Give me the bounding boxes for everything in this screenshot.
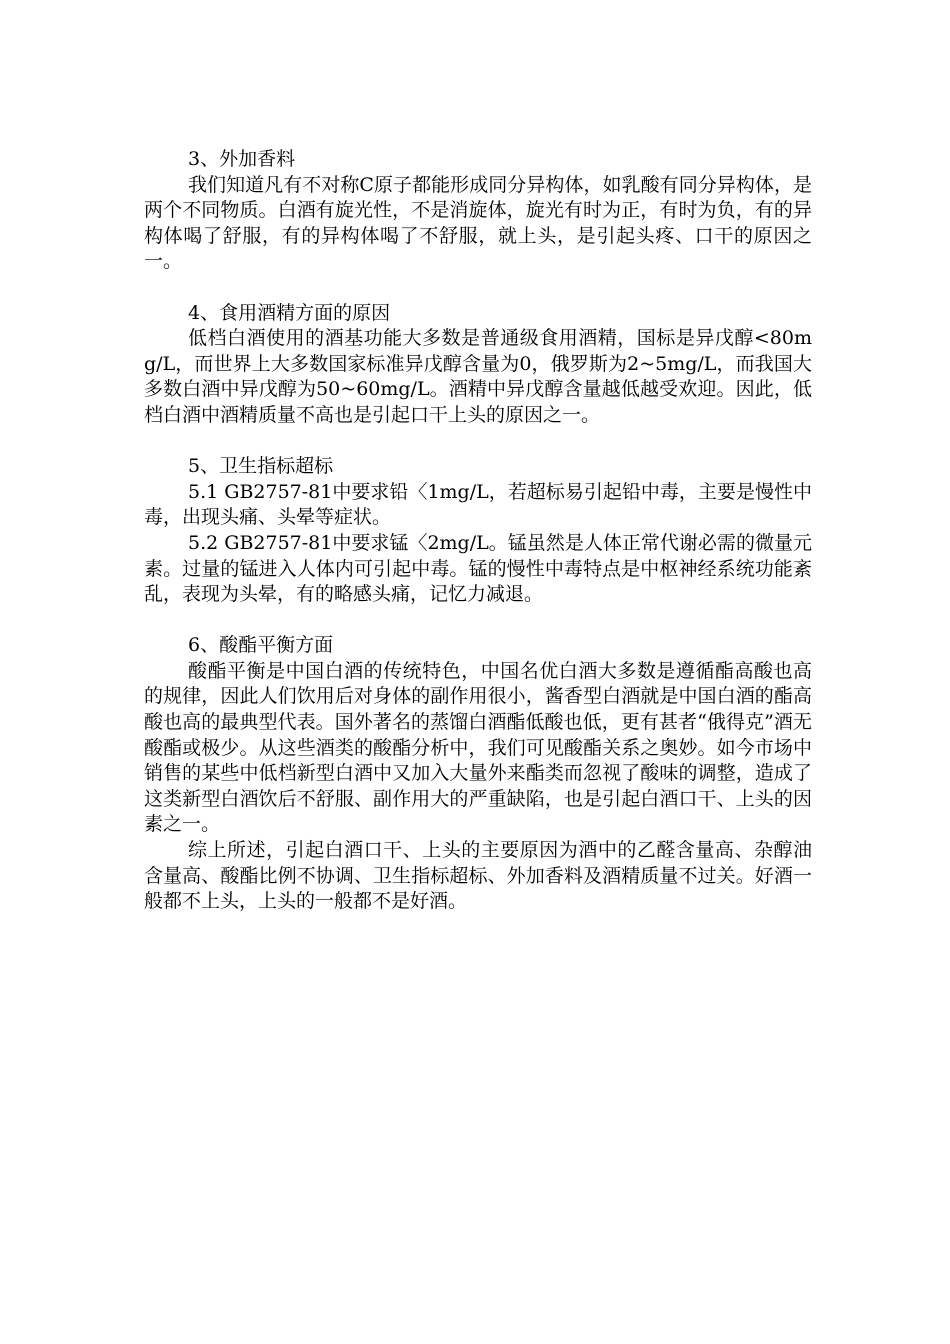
paragraph: 低档白酒使用的酒基功能大多数是普通级食用酒精，国标是异戊醇<80mg/L，而世界上大多数国家标准异戊醇含量为0，俄罗斯为2~5mg/L，而我国大多数白酒中异戊醇为50~60mg/L。酒精中异戊醇含量越低越受欢迎。因此，低档白酒中酒精质量不高也是引起口干上头的原因之一。 (144, 327, 812, 426)
section-3-added-flavoring (144, 147, 812, 275)
paragraph: 我们知道凡有不对称C原子都能形成同分异构体，如乳酸有同分异构体，是两个不同物质。白酒有旋光性，不是消旋体，旋光有时为正，有时为负，有的异构体喝了舒服，有的异构体喝了不舒服，就上头，是引起头疼、口干的原因之一。 (144, 173, 812, 273)
section-5-hygiene-indicators (144, 454, 812, 608)
section-heading: 6、酸酯平衡方面 (188, 634, 334, 657)
section-heading: 5、卫生指标超标 (188, 455, 334, 478)
document-body (144, 147, 812, 915)
paragraph: 5.2 GB2757-81中要求锰〈2mg/L。锰虽然是人体正常代谢必需的微量元素。过量的锰进入人体内可引起中毒。锰的慢性中毒特点是中枢神经系统功能紊乱，表现为头晕，有的略感头痛，记忆力减退。 (144, 531, 812, 606)
section-6-acid-ester-balance (144, 633, 812, 915)
paragraph: 酸酯平衡是中国白酒的传统特色，中国名优白酒大多数是遵循酯高酸也高的规律，因此人们饮用后对身体的副作用很小，酱香型白酒就是中国白酒的酯高酸也高的最典型代表。国外著名的蒸馏白酒酯低酸也低，更有甚者“俄得克”酒无酸酯或极少。从这些酒类的酸酯分析中，我们可见酸酯关系之奥妙。如今市场中销售的某些中低档新型白酒中又加入大量外来酯类而忽视了酸味的调整，造成了这类新型白酒饮后不舒服、副作用大的严重缺陷，也是引起白酒口干、上头的因素之一。 (144, 659, 812, 836)
section-4-edible-alcohol (144, 301, 812, 429)
section-heading: 3、外加香料 (188, 148, 296, 170)
summary-paragraph: 综上所述，引起白酒口干、上头的主要原因为酒中的乙醛含量高、杂醇油含量高、酸酯比例不协调、卫生指标超标、外加香料及酒精质量不过关。好酒一般都不上头，上头的一般都不是好酒。 (144, 839, 812, 913)
paragraph: 5.1 GB2757-81中要求铅〈1mg/L，若超标易引起铅中毒，主要是慢性中毒，出现头痛、头晕等症状。 (144, 480, 812, 529)
section-heading: 4、食用酒精方面的原因 (188, 301, 391, 324)
